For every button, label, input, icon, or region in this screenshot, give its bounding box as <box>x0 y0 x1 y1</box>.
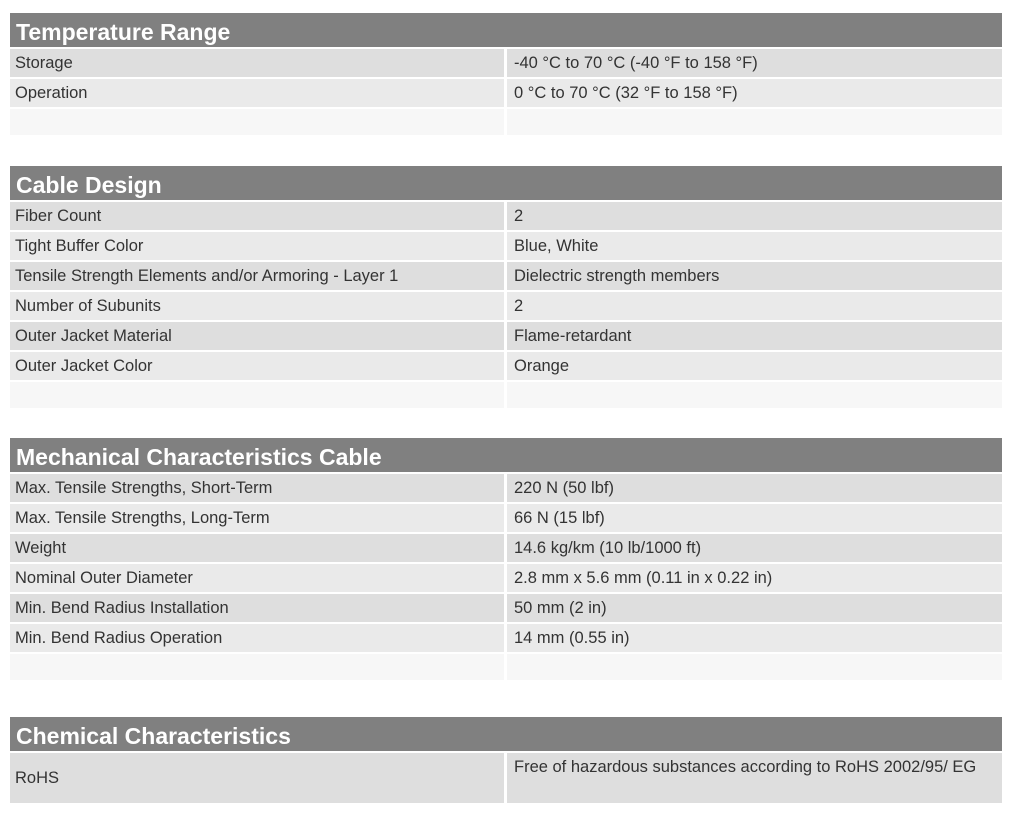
table-row <box>10 49 1002 79</box>
row-value: 2 <box>504 292 1002 320</box>
row-value: -40 °C to 70 °C (-40 °F to 158 °F) <box>504 49 1002 77</box>
row-label: Tensile Strength Elements and/or Armoring - Layer 1 <box>15 267 399 285</box>
table-row <box>10 474 1002 504</box>
row-value: 50 mm (2 in) <box>504 594 1002 622</box>
row-label: Min. Bend Radius Operation <box>15 629 223 647</box>
row-value: Blue, White <box>504 232 1002 260</box>
table-row <box>10 322 1002 352</box>
row-value: 66 N (15 lbf) <box>504 504 1002 532</box>
section-title: Temperature Range <box>10 13 1002 49</box>
row-label: Number of Subunits <box>15 297 161 315</box>
row-label: Fiber Count <box>15 207 102 225</box>
section-title: Cable Design <box>10 166 1002 202</box>
row-value: 0 °C to 70 °C (32 °F to 158 °F) <box>504 79 1002 107</box>
row-label: Outer Jacket Material <box>15 327 172 345</box>
section-chemical-characteristics <box>10 717 1002 805</box>
section-mechanical-characteristics <box>10 438 1002 680</box>
row-value: 14 mm (0.55 in) <box>504 624 1002 652</box>
row-label: Outer Jacket Color <box>15 357 153 375</box>
section-temperature-range <box>10 13 1002 135</box>
row-label: Min. Bend Radius Installation <box>15 599 229 617</box>
section-title: Chemical Characteristics <box>10 717 1002 753</box>
table-row <box>10 79 1002 109</box>
table-row <box>10 202 1002 232</box>
row-value: Free of hazardous substances according to RoHS 2002/95/ EG <box>504 753 1002 803</box>
row-label: Max. Tensile Strengths, Short-Term <box>15 479 273 497</box>
row-value: 220 N (50 lbf) <box>504 474 1002 502</box>
section-spacer <box>10 109 1002 135</box>
section-cable-design <box>10 166 1002 408</box>
table-row <box>10 594 1002 624</box>
row-label: Max. Tensile Strengths, Long-Term <box>15 509 270 527</box>
section-spacer <box>10 382 1002 408</box>
table-row <box>10 534 1002 564</box>
table-row <box>10 504 1002 534</box>
row-label: Weight <box>15 539 67 557</box>
row-value: 2 <box>504 202 1002 230</box>
section-title: Mechanical Characteristics Cable <box>10 438 1002 474</box>
row-label: Operation <box>15 84 88 102</box>
row-value: Dielectric strength members <box>504 262 1002 290</box>
table-row <box>10 753 1002 805</box>
table-row <box>10 292 1002 322</box>
table-row <box>10 564 1002 594</box>
row-label: Storage <box>15 54 73 72</box>
row-value: Flame-retardant <box>504 322 1002 350</box>
table-row <box>10 624 1002 654</box>
row-value: 2.8 mm x 5.6 mm (0.11 in x 0.22 in) <box>504 564 1002 592</box>
row-label: Nominal Outer Diameter <box>15 569 193 587</box>
table-row <box>10 352 1002 382</box>
section-spacer <box>10 654 1002 680</box>
row-label: RoHS <box>15 769 60 787</box>
table-row <box>10 262 1002 292</box>
table-row <box>10 232 1002 262</box>
row-label: Tight Buffer Color <box>15 237 144 255</box>
row-value: 14.6 kg/km (10 lb/1000 ft) <box>504 534 1002 562</box>
row-value: Orange <box>504 352 1002 380</box>
